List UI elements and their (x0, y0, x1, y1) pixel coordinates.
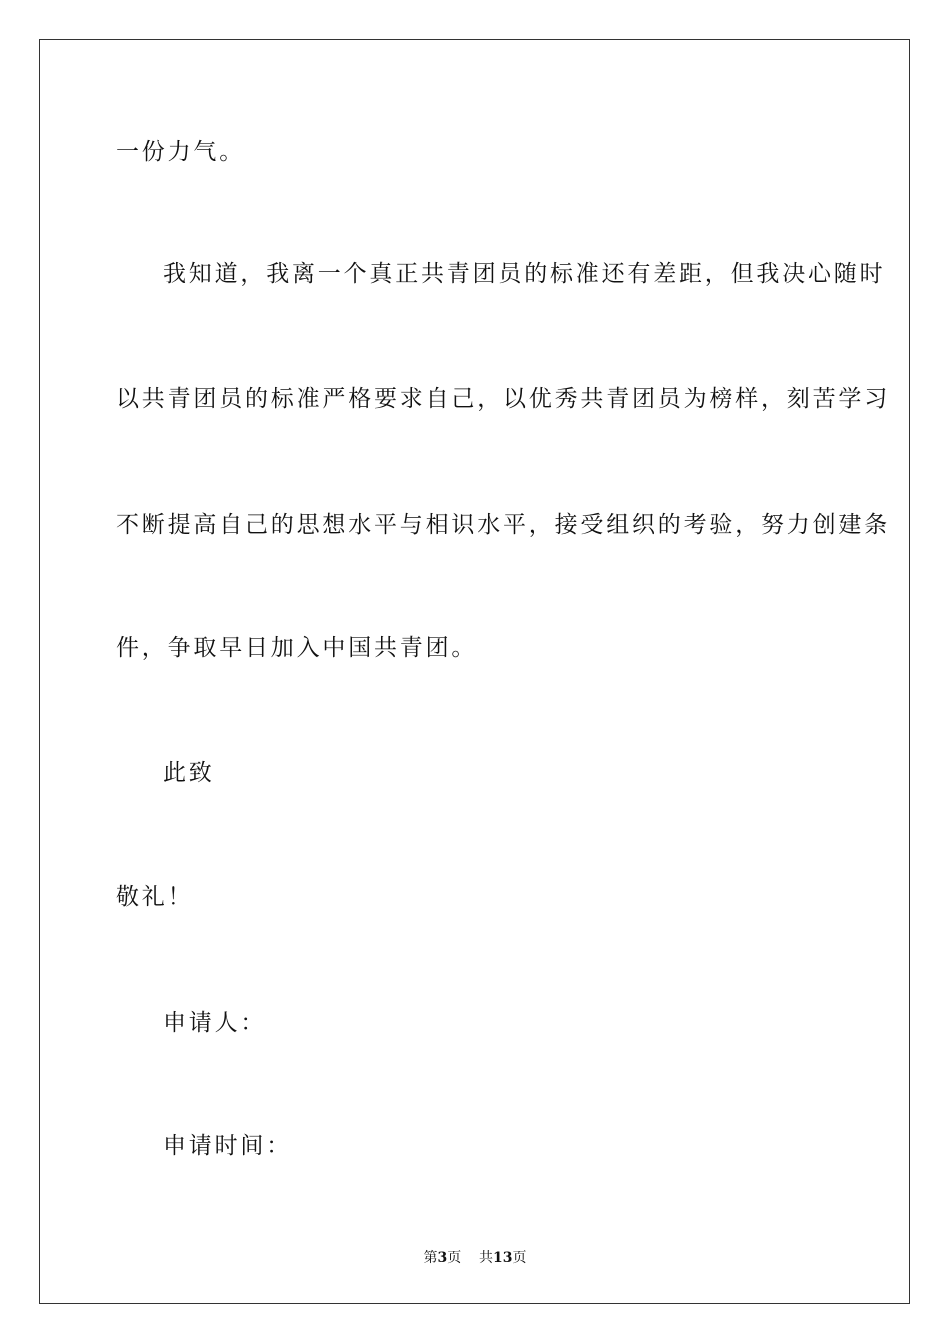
total-pages: 13 (493, 1250, 513, 1266)
text-line-2: 我知道，我离一个真正共青团员的标准还有差距，但我决心随时 (163, 261, 886, 287)
salutation-text: 此致 (163, 760, 215, 786)
application-date-label: 申请时间： (163, 1133, 292, 1159)
applicant-label: 申请人： (163, 1010, 267, 1036)
text-line-3: 以共青团员的标准严格要求自己，以优秀共青团员为榜样，刻苦学习 (116, 386, 890, 412)
text-line-5: 件，争取早日加入中国共青团。 (116, 635, 478, 661)
text-line-1: 一份力气。 (116, 139, 245, 165)
page-footer (0, 1247, 950, 1267)
page-prefix: 第 (423, 1250, 438, 1266)
page-suffix: 页 (447, 1250, 462, 1266)
closing-text: 敬礼！ (116, 884, 194, 910)
page-number: 3 (437, 1250, 448, 1266)
total-prefix: 共 (479, 1250, 494, 1266)
page-border (39, 39, 910, 1304)
total-suffix: 页 (512, 1250, 527, 1266)
text-line-4: 不断提高自己的思想水平与相识水平，接受组织的考验，努力创建条 (116, 512, 890, 538)
